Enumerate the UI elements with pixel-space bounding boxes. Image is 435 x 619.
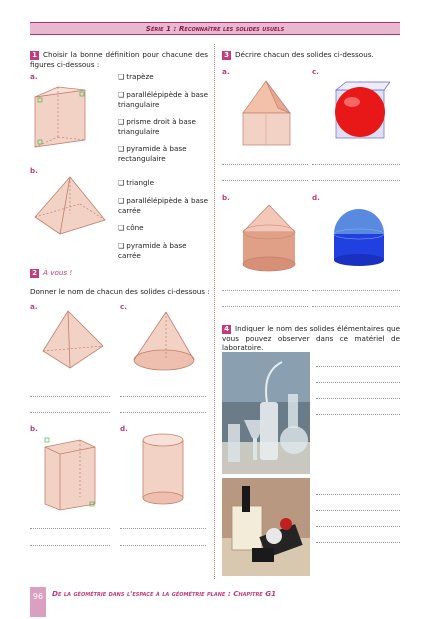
answer-line[interactable] bbox=[316, 542, 400, 543]
answer-line[interactable] bbox=[312, 164, 400, 165]
cylinder-with-cone-figure bbox=[238, 202, 300, 274]
ex3-d-label: d. bbox=[312, 193, 320, 202]
checkbox-icon[interactable]: ❑ bbox=[118, 224, 125, 232]
ex1-a-option[interactable]: ❑ prisme droit à base triangulaire bbox=[118, 117, 196, 136]
ex1-b-option[interactable]: ❑ pyramide à base carrée bbox=[118, 241, 187, 260]
checkbox-icon[interactable]: ❑ bbox=[118, 242, 125, 250]
sphere-in-cube-figure bbox=[328, 78, 390, 144]
ex3-instruction: 3 Décrire chacun des solides ci-dessous. bbox=[222, 50, 400, 60]
tetrahedron-figure bbox=[38, 306, 108, 376]
answer-line[interactable] bbox=[120, 412, 206, 413]
ex3-b-label: b. bbox=[222, 193, 230, 202]
answer-line[interactable] bbox=[316, 510, 400, 511]
answer-line[interactable] bbox=[120, 545, 206, 546]
answer-line[interactable] bbox=[222, 306, 308, 307]
ex2-title: 2 À vous ! bbox=[30, 268, 72, 278]
ex2-instruction: Donner le nom de chacun des solides ci-dessous : bbox=[30, 287, 210, 296]
cube-with-pyramid-figure bbox=[238, 78, 298, 150]
answer-line[interactable] bbox=[312, 290, 400, 291]
ex3-c-label: c. bbox=[312, 67, 319, 76]
answer-line[interactable] bbox=[316, 366, 400, 367]
ex3-number: 3 bbox=[222, 51, 231, 60]
ex1-b-option[interactable]: ❑ cône bbox=[118, 223, 144, 232]
answer-line[interactable] bbox=[222, 290, 308, 291]
answer-line[interactable] bbox=[120, 396, 206, 397]
cone-figure bbox=[128, 308, 198, 378]
answer-line[interactable] bbox=[222, 164, 308, 165]
ex4-instruction: 4 Indiquer le nom des solides élémentaires que vous pouvez observer dans ce matériel de laboratoire. bbox=[222, 324, 400, 352]
square-pyramid-figure bbox=[30, 172, 110, 240]
answer-line[interactable] bbox=[222, 180, 308, 181]
ex2-d-label: d. bbox=[120, 424, 128, 433]
ex1-b-label: b. bbox=[30, 166, 38, 175]
ex1-a-label: a. bbox=[30, 72, 38, 81]
ex3-a-label: a. bbox=[222, 67, 230, 76]
column-divider bbox=[214, 44, 216, 579]
ex2-number: 2 bbox=[30, 269, 39, 278]
triangular-prism-figure bbox=[30, 82, 95, 152]
answer-line[interactable] bbox=[312, 180, 400, 181]
ex1-a-options bbox=[118, 72, 210, 163]
answer-line[interactable] bbox=[316, 382, 400, 383]
ex1-b-option[interactable]: ❑ triangle bbox=[118, 178, 154, 187]
ex1-b-option[interactable]: ❑ parallélépipède à base carrée bbox=[118, 196, 209, 215]
ex2-b-label: b. bbox=[30, 424, 38, 433]
answer-line[interactable] bbox=[316, 414, 400, 415]
cylinder-with-hemisphere-figure bbox=[330, 204, 388, 270]
answer-line[interactable] bbox=[30, 545, 110, 546]
checkbox-icon[interactable]: ❑ bbox=[118, 197, 125, 205]
ex1-a-option[interactable]: ❑ trapèze bbox=[118, 72, 154, 81]
answer-line[interactable] bbox=[30, 528, 110, 529]
ex1-a-option[interactable]: ❑ pyramide à base rectangulaire bbox=[118, 144, 187, 163]
checkbox-icon[interactable]: ❑ bbox=[118, 179, 125, 187]
answer-line[interactable] bbox=[316, 526, 400, 527]
checkbox-icon[interactable]: ❑ bbox=[118, 91, 125, 99]
ex1-instruction: 1 Choisir la bonne définition pour chacune des figures ci-dessous : bbox=[30, 50, 208, 69]
ex1-a-option[interactable]: ❑ parallélépipède à base triangulaire bbox=[118, 90, 209, 109]
rectangular-prism-figure bbox=[40, 432, 100, 512]
checkbox-icon[interactable]: ❑ bbox=[118, 73, 125, 81]
answer-line[interactable] bbox=[312, 306, 400, 307]
chapter-footer: De la géométrie dans l'espace à la géométrie plane : Chapitre G1 bbox=[52, 589, 277, 598]
ex4-number: 4 bbox=[222, 325, 231, 334]
ex1-b-options bbox=[118, 178, 210, 260]
laboratory-glassware-photo bbox=[222, 352, 310, 474]
cylinder-figure bbox=[138, 432, 188, 507]
ex1-number: 1 bbox=[30, 51, 39, 60]
answer-line[interactable] bbox=[120, 528, 206, 529]
page-number: 96 bbox=[30, 587, 46, 617]
ex2-c-label: c. bbox=[120, 302, 127, 311]
series-header: Série 1 : Reconnaître les solides usuels bbox=[30, 22, 400, 35]
ex2-a-label: a. bbox=[30, 302, 38, 311]
checkbox-icon[interactable]: ❑ bbox=[118, 145, 125, 153]
checkbox-icon[interactable]: ❑ bbox=[118, 118, 125, 126]
answer-line[interactable] bbox=[30, 396, 110, 397]
answer-line[interactable] bbox=[30, 412, 110, 413]
laboratory-equipment-photo bbox=[222, 478, 310, 576]
answer-line[interactable] bbox=[316, 398, 400, 399]
answer-line[interactable] bbox=[316, 494, 400, 495]
